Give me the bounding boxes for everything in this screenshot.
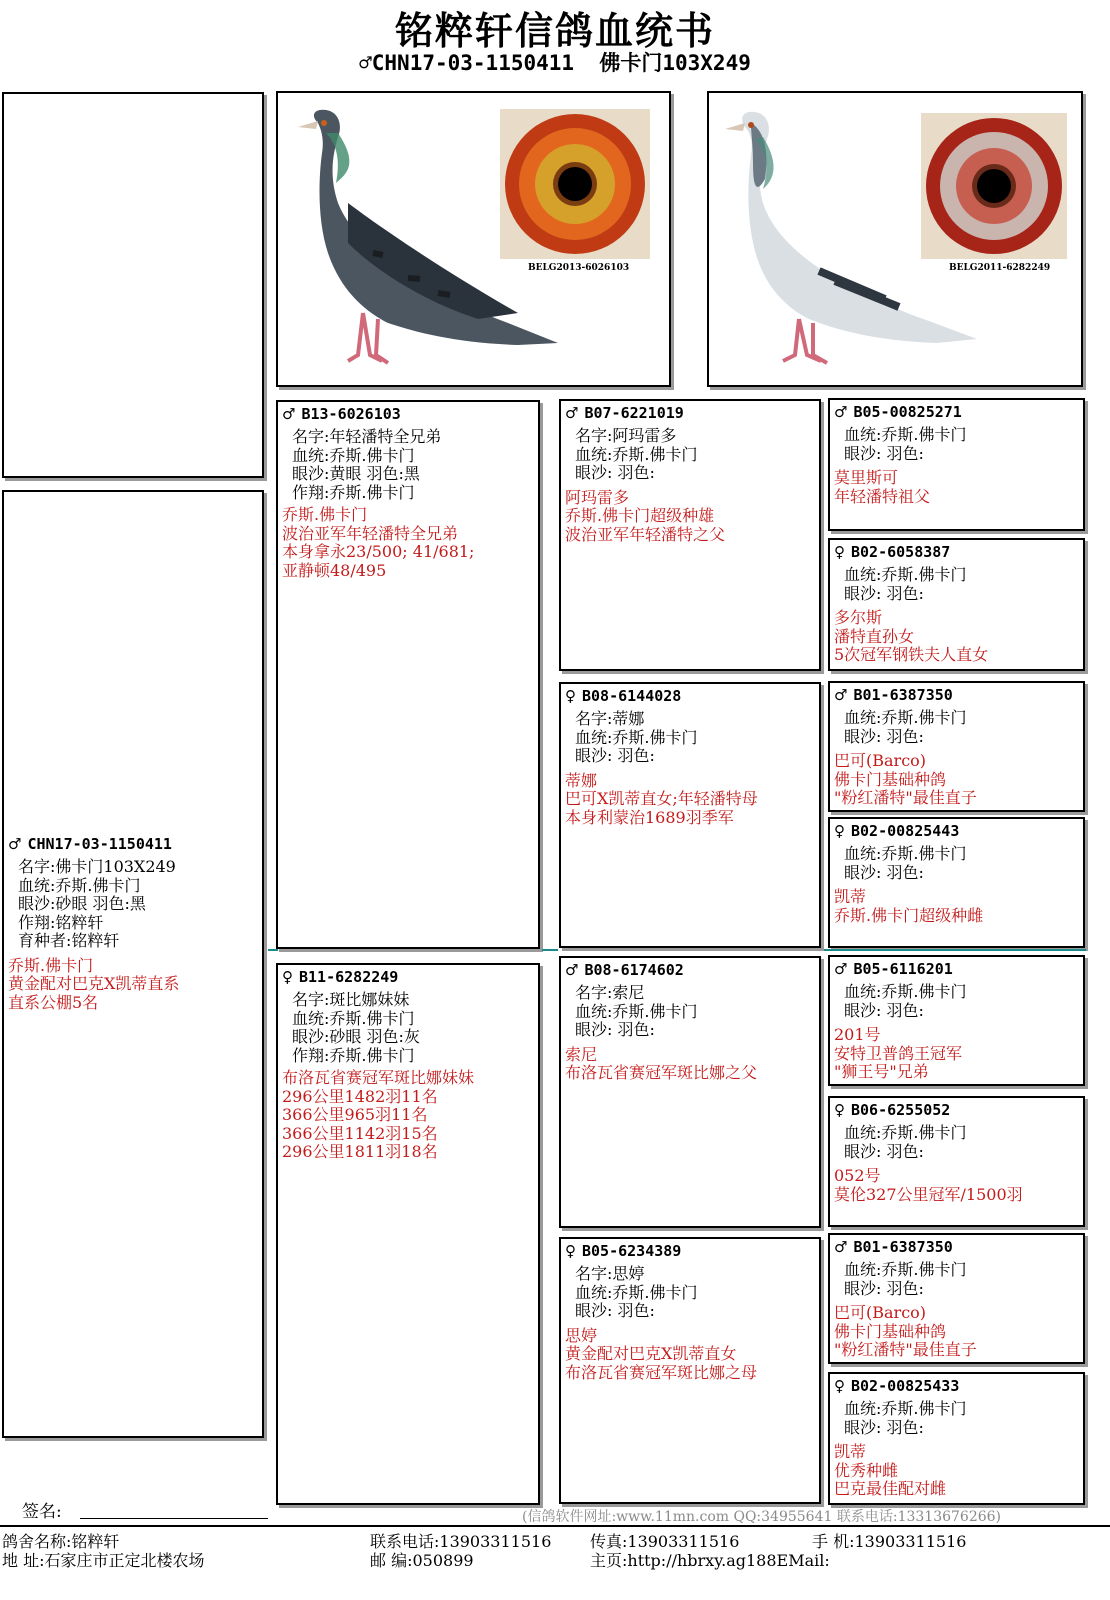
info	[844, 1261, 1083, 1298]
dam-photo-frame	[707, 91, 1083, 387]
note-line: 巴可(Barco)	[834, 1303, 927, 1322]
note-line: 巴克最佳配对雌	[834, 1479, 947, 1498]
connector-line	[268, 949, 278, 951]
notes	[834, 1167, 1083, 1204]
info-line: 血统:乔斯.佛卡门	[844, 1123, 967, 1142]
connector-line	[824, 949, 1086, 951]
signature-label: 签名:	[22, 1502, 62, 1522]
sire-notes	[282, 506, 538, 580]
ring-number: B01-6387350	[853, 686, 953, 704]
note-line: 乔斯.佛卡门超级种雄	[565, 506, 715, 525]
info-line: 名字:索尼	[575, 983, 645, 1002]
ring-number: B05-6234389	[582, 1242, 682, 1260]
note-line: 思婷	[565, 1325, 598, 1345]
info-line: 眼沙: 羽色:	[575, 1020, 655, 1039]
note-line: 本身利蒙治1689羽季军	[565, 807, 734, 827]
page-title: 铭粹轩信鸽血统书	[394, 9, 715, 53]
ring-number: B02-00825443	[851, 822, 960, 840]
note-line: 黄金配对巴克X凯蒂直女	[565, 1344, 737, 1363]
footer-loft: 鸽舍名称:铭粹轩	[2, 1532, 120, 1551]
note-line: 052号	[834, 1166, 881, 1185]
male-symbol: ♂	[834, 403, 848, 421]
notes	[565, 772, 819, 828]
info-line: 血统:乔斯.佛卡门	[18, 875, 141, 895]
note-line: 多尔斯	[834, 608, 883, 627]
info	[575, 710, 819, 766]
sire-ring-label	[282, 404, 538, 424]
info-line: 名字:阿玛雷多	[575, 426, 677, 445]
note-line: 366公里1142羽15名	[282, 1123, 438, 1143]
dam-eye-caption: BELG2011-6282249	[949, 263, 1051, 273]
ring-label	[834, 402, 1083, 422]
footer-fax: 传真:13903311516	[590, 1532, 740, 1551]
female-symbol: ♀	[282, 968, 293, 986]
ring-label	[834, 542, 1083, 562]
ring-number: B07-6221019	[584, 404, 684, 422]
male-symbol: ♂	[8, 835, 22, 853]
notes	[834, 1443, 1083, 1499]
note-line: 年轻潘特祖父	[834, 486, 931, 506]
great-grandparent-card	[828, 398, 1085, 531]
note-line: 乔斯.佛卡门	[282, 505, 368, 524]
male-symbol: ♂	[834, 686, 848, 704]
grandsire-paternal-card	[559, 399, 821, 671]
info	[844, 1400, 1083, 1437]
info-line: 血统:乔斯.佛卡门	[575, 1001, 698, 1021]
note-line: 乔斯.佛卡门	[8, 955, 94, 975]
info	[575, 1265, 819, 1321]
note-line: "狮王号"兄弟	[834, 1062, 929, 1081]
info	[844, 983, 1083, 1020]
ring-number: CHN17-03-1150411	[27, 835, 172, 853]
info-line: 血统:乔斯.佛卡门	[292, 1008, 415, 1028]
info-line: 血统:乔斯.佛卡门	[844, 1399, 967, 1418]
note-line: 波治亚军年轻潘特全兄弟	[282, 523, 459, 543]
subject-card	[2, 490, 264, 1438]
info	[844, 566, 1083, 603]
ring-label	[834, 685, 1083, 705]
grandsire-maternal-card	[559, 956, 821, 1228]
note-line: 布洛瓦省赛冠军斑比娜妹妹	[282, 1068, 475, 1087]
note-line: 5次冠军钢铁夫人直女	[834, 645, 989, 664]
empty-photo-frame	[2, 92, 264, 478]
note-line: 亚静顿48/495	[282, 560, 387, 580]
note-line: "粉红潘特"最佳直子	[834, 788, 977, 807]
footer-phone: 联系电话:13903311516	[370, 1532, 552, 1551]
info-line: 眼沙: 羽色:	[844, 726, 924, 746]
info-line: 眼沙:砂眼 羽色:灰	[292, 1027, 420, 1046]
note-line: 布洛瓦省赛冠军斑比娜之父	[565, 1063, 758, 1082]
sire-card	[276, 400, 540, 949]
male-symbol: ♂	[359, 51, 372, 75]
female-symbol: ♀	[565, 1242, 576, 1260]
ring-label	[834, 821, 1083, 841]
info-line: 眼沙:黄眼 羽色:黑	[292, 464, 420, 483]
ring-number: B02-00825433	[851, 1377, 960, 1395]
subject-notes	[8, 957, 262, 1013]
note-line: 蒂娜	[565, 770, 598, 790]
note-line: 优秀种雌	[834, 1460, 899, 1480]
ring-label	[565, 1241, 819, 1261]
notes	[834, 888, 1083, 925]
info-line: 名字:斑比娜妹妹	[292, 990, 410, 1009]
ring-label	[834, 1100, 1083, 1120]
sire-eye-image	[500, 109, 650, 259]
info-line: 血统:乔斯.佛卡门	[575, 444, 698, 464]
great-grandparent-card	[828, 1233, 1085, 1364]
note-line: 296公里1482羽11名	[282, 1086, 438, 1106]
notes	[834, 1304, 1083, 1360]
female-symbol: ♀	[834, 1101, 845, 1119]
note-line: 安特卫普鸽王冠军	[834, 1043, 963, 1063]
note-line: 波治亚军年轻潘特之父	[565, 524, 726, 544]
dam-card	[276, 963, 540, 1505]
info-line: 名字:佛卡门103X249	[18, 857, 176, 876]
male-symbol: ♂	[565, 961, 579, 979]
notes	[834, 1026, 1083, 1082]
ring-label	[834, 959, 1083, 979]
info-line: 血统:乔斯.佛卡门	[844, 1260, 967, 1279]
female-symbol: ♀	[834, 543, 845, 561]
ring-number: B08-6144028	[582, 687, 682, 705]
note-line: 巴可(Barco)	[834, 751, 927, 770]
sire-eye-caption: BELG2013-6026103	[528, 263, 630, 273]
footer-homepage: 主页:http://hbrxy.ag188EMail:	[590, 1551, 830, 1570]
female-symbol: ♀	[834, 1377, 845, 1395]
note-line: 佛卡门基础种鸽	[834, 1321, 947, 1341]
dam-eye-image	[921, 113, 1067, 259]
ring-number: B08-6174602	[584, 961, 684, 979]
sire-info	[292, 428, 538, 502]
info-line: 眼沙: 羽色:	[844, 1000, 924, 1020]
note-line: 巴可X凯蒂直女;年轻潘特母	[565, 789, 758, 808]
footer-mobile: 手 机:13903311516	[812, 1532, 967, 1551]
great-grandparent-card	[828, 1096, 1085, 1227]
info-line: 血统:乔斯.佛卡门	[575, 1282, 698, 1302]
info-line: 眼沙: 羽色:	[844, 1278, 924, 1298]
note-line: 296公里1811羽18名	[282, 1142, 438, 1161]
notes	[565, 1046, 819, 1083]
note-line: 366公里965羽11名	[282, 1105, 428, 1124]
connector-line	[542, 949, 558, 951]
great-grandparent-card	[828, 538, 1085, 671]
software-watermark: (信鸽软件网址:www.11mn.com QQ:34955641 联系电话:13313676266)	[522, 1509, 1002, 1525]
info	[844, 845, 1083, 882]
ring-label	[834, 1237, 1083, 1257]
great-grandparent-card	[828, 681, 1085, 812]
note-line: "粉红潘特"最佳直子	[834, 1340, 977, 1359]
granddam-paternal-card	[559, 682, 821, 948]
subject-ring: CHN17-03-1150411	[371, 51, 575, 75]
signature-line	[80, 1518, 268, 1519]
male-symbol: ♂	[282, 405, 296, 423]
ring-label	[565, 403, 819, 423]
notes	[834, 609, 1083, 665]
dam-notes	[282, 1069, 538, 1162]
note-line: 莫里斯可	[834, 468, 899, 487]
ring-number: B13-6026103	[301, 405, 401, 423]
ring-number: B05-00825271	[853, 403, 962, 421]
note-line: 佛卡门基础种鸽	[834, 769, 947, 789]
info-line: 血统:乔斯.佛卡门	[575, 727, 698, 747]
dam-info	[292, 991, 538, 1065]
great-grandparent-card	[828, 817, 1085, 948]
ring-label	[565, 960, 819, 980]
info	[844, 709, 1083, 746]
note-line: 黄金配对巴克X凯蒂直系	[8, 974, 180, 993]
ring-number: B11-6282249	[299, 968, 399, 986]
note-line: 凯蒂	[834, 887, 867, 906]
great-grandparent-card	[828, 955, 1085, 1086]
ring-number: B06-6255052	[851, 1101, 951, 1119]
footer-divider	[0, 1525, 1110, 1527]
info-line: 眼沙: 羽色:	[575, 1301, 655, 1320]
info-line: 眼沙:砂眼 羽色:黑	[18, 894, 146, 913]
note-line: 阿玛雷多	[565, 487, 630, 507]
subject-name: 佛卡门103X249	[599, 51, 751, 75]
note-line: 潘特直孙女	[834, 626, 915, 646]
footer-postcode: 邮 编:050899	[370, 1551, 474, 1570]
info-line: 育种者:铭粹轩	[18, 931, 120, 950]
info	[575, 984, 819, 1040]
info-line: 名字:思婷	[575, 1264, 645, 1283]
info-line: 名字:蒂娜	[575, 709, 645, 728]
info-line: 眼沙: 羽色:	[844, 1417, 924, 1437]
male-symbol: ♂	[834, 960, 848, 978]
info-line: 眼沙: 羽色:	[575, 463, 655, 482]
info	[575, 427, 819, 483]
info-line: 眼沙: 羽色:	[575, 746, 655, 765]
notes	[834, 752, 1083, 808]
note-line: 索尼	[565, 1044, 598, 1064]
subject-info	[18, 858, 262, 951]
ring-number: B05-6116201	[853, 960, 953, 978]
info	[844, 426, 1083, 463]
info-line: 眼沙: 羽色:	[844, 1141, 924, 1161]
notes	[565, 489, 819, 545]
ring-number: B01-6387350	[853, 1238, 953, 1256]
note-line: 本身拿永23/500; 41/681;	[282, 542, 475, 561]
info-line: 作翔:乔斯.佛卡门	[292, 1045, 415, 1065]
male-symbol: ♂	[565, 404, 579, 422]
male-symbol: ♂	[834, 1238, 848, 1256]
info-line: 眼沙: 羽色:	[844, 862, 924, 882]
info-line: 作翔:乔斯.佛卡门	[292, 482, 415, 502]
info-line: 名字:年轻潘特全兄弟	[292, 427, 442, 446]
note-line: 莫伦327公里冠军/1500羽	[834, 1184, 1023, 1204]
note-line: 乔斯.佛卡门超级种雌	[834, 905, 984, 925]
great-grandparent-card	[828, 1372, 1085, 1505]
info-line: 血统:乔斯.佛卡门	[292, 445, 415, 465]
info-line: 血统:乔斯.佛卡门	[844, 565, 967, 584]
ring-number: B02-6058387	[851, 543, 951, 561]
info-line: 眼沙: 羽色:	[844, 443, 924, 463]
notes	[834, 469, 1083, 506]
sire-photo-frame	[276, 91, 671, 387]
info	[844, 1124, 1083, 1161]
notes	[565, 1327, 819, 1383]
subject-ring-label	[8, 834, 262, 854]
ring-label	[834, 1376, 1083, 1396]
female-symbol: ♀	[834, 822, 845, 840]
info-line: 血统:乔斯.佛卡门	[844, 982, 967, 1001]
granddam-maternal-card	[559, 1237, 821, 1504]
info-line: 血统:乔斯.佛卡门	[844, 425, 967, 444]
note-line: 直系公棚5名	[8, 992, 99, 1012]
note-line: 布洛瓦省赛冠军斑比娜之母	[565, 1362, 758, 1382]
ring-label	[565, 686, 819, 706]
info-line: 血统:乔斯.佛卡门	[844, 708, 967, 727]
info-line: 作翔:铭粹轩	[18, 912, 104, 932]
footer-address: 地 址:石家庄市正定北楼农场	[2, 1551, 205, 1570]
info-line: 血统:乔斯.佛卡门	[844, 844, 967, 863]
note-line: 201号	[834, 1025, 881, 1044]
dam-ring-label	[282, 967, 538, 987]
info-line: 眼沙: 羽色:	[844, 583, 924, 603]
female-symbol: ♀	[565, 687, 576, 705]
note-line: 凯蒂	[834, 1442, 867, 1461]
page-subtitle	[0, 47, 1110, 77]
